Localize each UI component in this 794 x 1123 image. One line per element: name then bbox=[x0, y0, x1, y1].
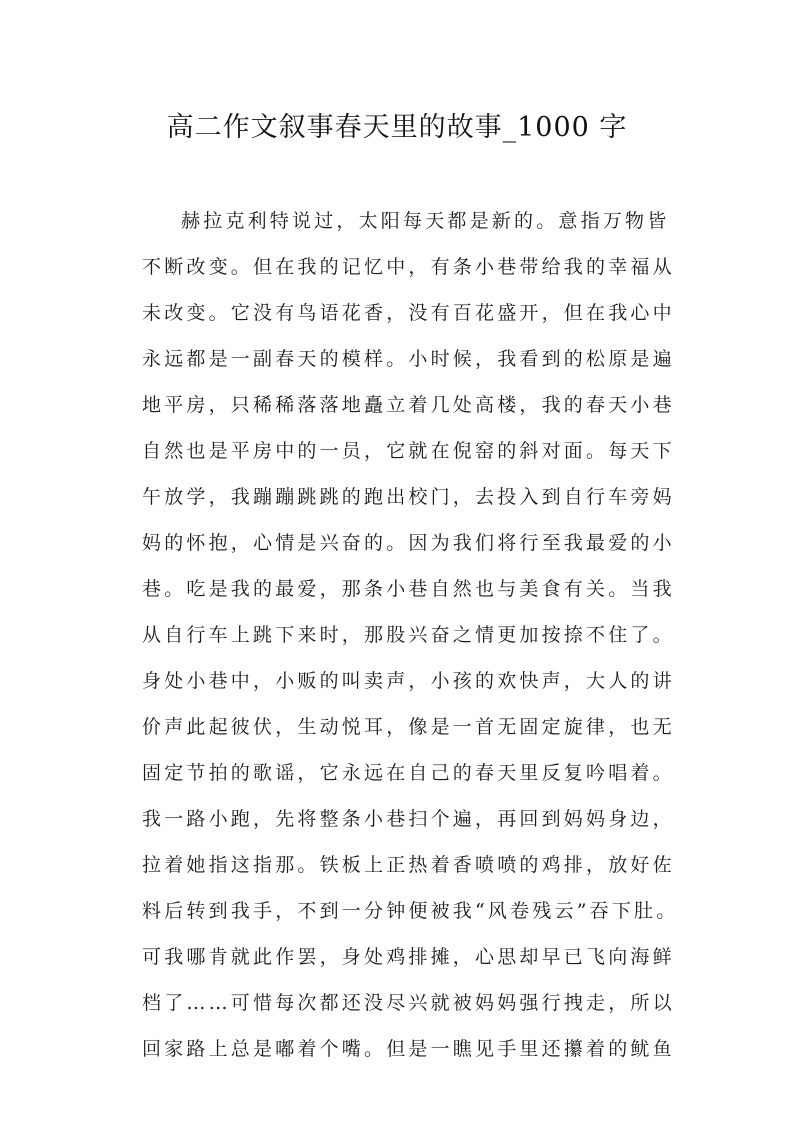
paragraph-line: 妈的怀抱，心情是兴奋的。因为我们将行至我最爱的小 bbox=[142, 532, 675, 554]
paragraph-line: 地平房，只稀稀落落地矗立着几处高楼，我的春天小巷 bbox=[142, 394, 675, 416]
paragraph-line: 从自行车上跳下来时，那股兴奋之情更加按捺不住了。 bbox=[142, 624, 675, 646]
paragraph-line: 档了……可惜每次都还没尽兴就被妈妈强行拽走，所以 bbox=[142, 992, 675, 1014]
paragraph-line: 不断改变。但在我的记忆中，有条小巷带给我的幸福从 bbox=[142, 256, 675, 278]
paragraph-line: 拉着她指这指那。铁板上正热着香喷喷的鸡排，放好佐 bbox=[142, 854, 675, 876]
paragraph-line: 巷。吃是我的最爱，那条小巷自然也与美食有关。当我 bbox=[142, 578, 675, 600]
paragraph-line: 永远都是一副春天的模样。小时候，我看到的松原是遍 bbox=[142, 348, 675, 370]
paragraph-line: 自然也是平房中的一员，它就在倪窑的斜对面。每天下 bbox=[142, 440, 675, 462]
paragraph-line: 料后转到我手，不到一分钟便被我“风卷残云”吞下肚。 bbox=[142, 900, 679, 922]
paragraph-line: 午放学，我蹦蹦跳跳的跑出校门，去投入到自行车旁妈 bbox=[142, 486, 675, 508]
document-title: 高二作文叙事春天里的故事_1000 字 bbox=[166, 112, 628, 143]
paragraph-line: 身处小巷中，小贩的叫卖声，小孩的欢快声，大人的讲 bbox=[142, 670, 675, 692]
paragraph-line: 我一路小跑，先将整条小巷扫个遍，再回到妈妈身边， bbox=[142, 808, 675, 830]
paragraph-line: 赫拉克利特说过，太阳每天都是新的。意指万物皆 bbox=[181, 210, 670, 232]
paragraph-line: 未改变。它没有鸟语花香，没有百花盛开，但在我心中 bbox=[142, 302, 675, 324]
paragraph-line: 回家路上总是嘟着个嘴。但是一瞧见手里还攥着的鱿鱼 bbox=[142, 1038, 675, 1060]
paragraph-line: 可我哪肯就此作罢，身处鸡排摊，心思却早已飞向海鲜 bbox=[142, 946, 675, 968]
paragraph-line: 价声此起彼伏，生动悦耳，像是一首无固定旋律，也无 bbox=[142, 716, 675, 738]
paragraph-line: 固定节拍的歌谣，它永远在自己的春天里反复吟唱着。 bbox=[142, 762, 675, 784]
